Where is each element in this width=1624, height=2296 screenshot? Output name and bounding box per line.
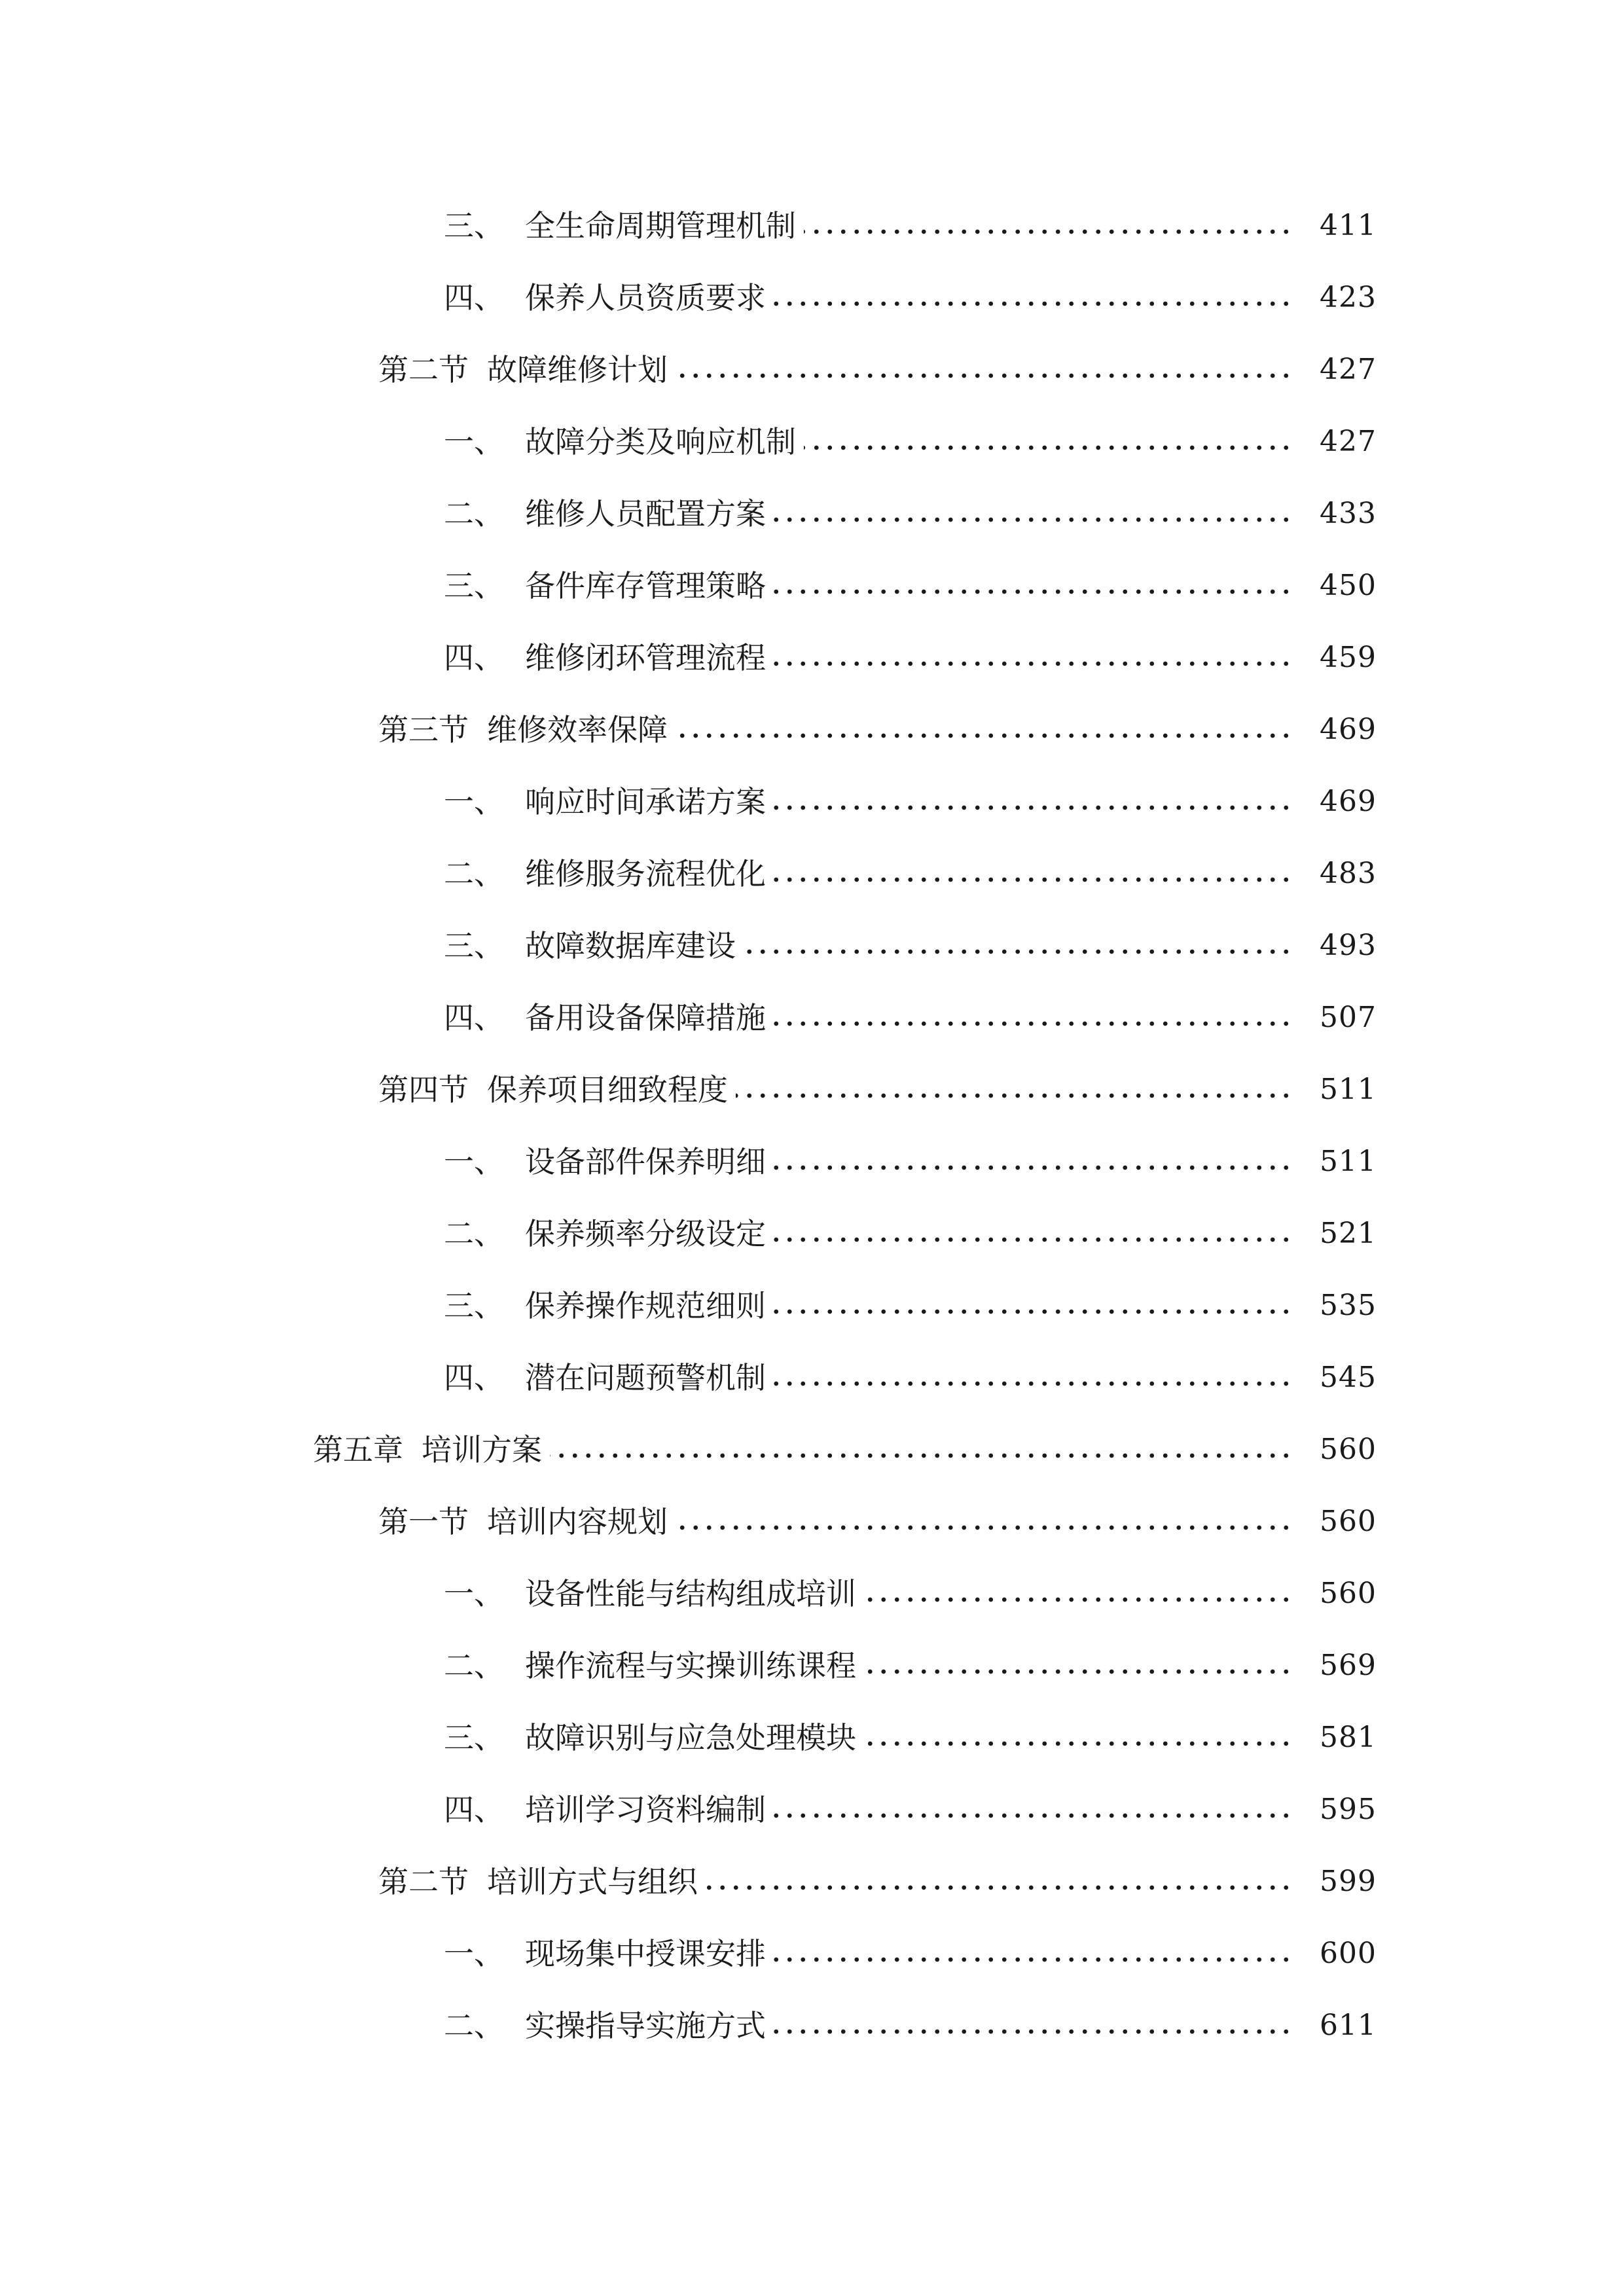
toc-entry-title: 全生命周期管理机制 — [525, 208, 796, 243]
toc-entry[interactable] — [0, 1990, 1624, 2062]
toc-entry-page-number: 411 — [1320, 209, 1377, 242]
toc-entry-page-number: 560 — [1320, 1505, 1377, 1538]
dot-leader — [774, 1164, 1293, 1171]
toc-entry-label — [444, 928, 736, 963]
toc-entry-label — [444, 496, 766, 531]
toc-entry-label — [444, 1648, 856, 1683]
toc-entry-page-number: 511 — [1320, 1145, 1377, 1178]
dot-leader — [804, 228, 1293, 235]
toc-entry[interactable] — [0, 622, 1624, 694]
toc-entry-number: 二、 — [444, 856, 504, 891]
toc-entry-label — [444, 568, 766, 603]
dot-leader — [864, 1740, 1293, 1747]
toc-entry-page-number: 483 — [1320, 857, 1377, 890]
dot-leader — [774, 588, 1293, 595]
toc-entry-page-number: 427 — [1320, 425, 1377, 458]
toc-entry[interactable] — [0, 1846, 1624, 1918]
toc-entry[interactable] — [0, 1558, 1624, 1630]
toc-entry-page-number: 423 — [1320, 281, 1377, 314]
toc-entry-page-number: 427 — [1320, 353, 1377, 386]
dot-leader — [774, 660, 1293, 667]
toc-entry-label — [444, 640, 766, 675]
toc-entry[interactable] — [0, 766, 1624, 838]
toc-entry[interactable] — [0, 262, 1624, 334]
toc-entry-page-number: 595 — [1320, 1793, 1377, 1826]
toc-entry[interactable] — [0, 982, 1624, 1054]
toc-entry[interactable] — [0, 1054, 1624, 1126]
toc-entry-title: 保养人员资质要求 — [525, 280, 766, 315]
toc-entry-number: 三、 — [444, 208, 504, 243]
toc-entry-page-number: 493 — [1320, 929, 1377, 962]
dot-leader — [774, 876, 1293, 883]
dot-leader — [774, 1812, 1293, 1819]
toc-entry-label — [444, 1360, 766, 1395]
toc-entry-title: 备用设备保障措施 — [525, 1000, 766, 1035]
toc-entry-number: 第三节 — [378, 712, 469, 747]
toc-entry-label — [313, 1432, 542, 1467]
toc-entry-number: 三、 — [444, 1720, 504, 1755]
toc-entry-number: 四、 — [444, 640, 504, 675]
toc-entry-label — [444, 280, 766, 315]
toc-entry-title: 培训方式与组织 — [487, 1864, 698, 1899]
toc-entry-number: 一、 — [444, 424, 504, 459]
toc-entry-page-number: 581 — [1320, 1721, 1377, 1754]
toc-entry-number: 三、 — [444, 1288, 504, 1323]
toc-entry-title: 潜在问题预警机制 — [525, 1360, 766, 1395]
toc-entry-title: 保养操作规范细则 — [525, 1288, 766, 1323]
toc-entry-number: 第二节 — [378, 352, 469, 387]
toc-entry-page-number: 560 — [1320, 1433, 1377, 1466]
dot-leader — [774, 516, 1293, 523]
toc-entry-title: 故障数据库建设 — [525, 928, 736, 963]
toc-entry-title: 故障分类及响应机制 — [525, 424, 796, 459]
toc-entry-number: 一、 — [444, 1576, 504, 1611]
toc-entry-page-number: 469 — [1320, 713, 1377, 746]
toc-entry[interactable] — [0, 1342, 1624, 1414]
toc-entry-title: 设备性能与结构组成培训 — [525, 1576, 856, 1611]
toc-entry-number: 二、 — [444, 2008, 504, 2043]
dot-leader — [736, 1092, 1293, 1099]
toc-entry[interactable] — [0, 838, 1624, 910]
toc-entry-number: 三、 — [444, 568, 504, 603]
toc-entry-label — [444, 2008, 766, 2043]
toc-entry-page-number: 507 — [1320, 1001, 1377, 1034]
toc-entry-number: 二、 — [444, 496, 504, 531]
toc-entry-page-number: 545 — [1320, 1361, 1377, 1394]
toc-entry-label — [444, 424, 796, 459]
toc-entry-page-number: 469 — [1320, 785, 1377, 818]
toc-entry-title: 故障识别与应急处理模块 — [525, 1720, 856, 1755]
toc-entry-title: 维修效率保障 — [487, 712, 668, 747]
toc-entry-label — [444, 856, 766, 891]
toc-entry-number: 第一节 — [378, 1504, 469, 1539]
toc-entry-page-number: 600 — [1320, 1937, 1377, 1970]
dot-leader — [774, 2028, 1293, 2035]
toc-entry-number: 四、 — [444, 1360, 504, 1395]
toc-entry[interactable] — [0, 1126, 1624, 1198]
toc-entry-label — [444, 1576, 856, 1611]
toc-entry-page-number: 611 — [1320, 2009, 1377, 2042]
toc-entry[interactable] — [0, 910, 1624, 982]
toc-entry-label — [444, 1936, 766, 1971]
toc-entry[interactable] — [0, 694, 1624, 766]
toc-entry-page-number: 511 — [1320, 1073, 1377, 1106]
toc-entry-title: 保养项目细致程度 — [487, 1072, 728, 1107]
toc-entry-label — [378, 1504, 668, 1539]
dot-leader — [774, 804, 1293, 811]
toc-entry-label — [444, 1216, 766, 1251]
toc-entry-title: 现场集中授课安排 — [525, 1936, 766, 1971]
dot-leader — [774, 1020, 1293, 1027]
dot-leader — [676, 1524, 1293, 1531]
toc-entry-number: 四、 — [444, 1000, 504, 1035]
toc-entry-title: 设备部件保养明细 — [525, 1144, 766, 1179]
dot-leader — [744, 948, 1293, 955]
toc-entry[interactable] — [0, 1198, 1624, 1270]
toc-entry-title: 维修人员配置方案 — [525, 496, 766, 531]
toc-entry-label — [444, 1720, 856, 1755]
dot-leader — [774, 300, 1293, 307]
dot-leader — [676, 732, 1293, 739]
toc-entry-title: 维修闭环管理流程 — [525, 640, 766, 675]
toc-entry-label — [444, 1144, 766, 1179]
table-of-contents — [0, 190, 1624, 2062]
toc-entry-page-number: 535 — [1320, 1289, 1377, 1322]
toc-entry-title: 备件库存管理策略 — [525, 568, 766, 603]
toc-entry-title: 实操指导实施方式 — [525, 2008, 766, 2043]
dot-leader — [774, 1308, 1293, 1315]
toc-entry-label — [444, 1000, 766, 1035]
toc-entry-label — [378, 712, 668, 747]
dot-leader — [676, 372, 1293, 379]
toc-entry[interactable] — [0, 334, 1624, 406]
dot-leader — [550, 1452, 1293, 1459]
toc-entry-label — [378, 1072, 728, 1107]
toc-entry-label — [378, 352, 668, 387]
toc-entry[interactable] — [0, 550, 1624, 622]
toc-entry-page-number: 521 — [1320, 1217, 1377, 1250]
toc-entry-label — [444, 1792, 766, 1827]
toc-entry-title: 保养频率分级设定 — [525, 1216, 766, 1251]
toc-entry-label — [444, 784, 766, 819]
toc-entry[interactable] — [0, 1918, 1624, 1990]
toc-entry-number: 一、 — [444, 1936, 504, 1971]
toc-entry[interactable] — [0, 1486, 1624, 1558]
toc-entry[interactable] — [0, 1414, 1624, 1486]
toc-entry-number: 四、 — [444, 1792, 504, 1827]
toc-entry[interactable] — [0, 478, 1624, 550]
toc-entry-label — [444, 1288, 766, 1323]
toc-entry-number: 二、 — [444, 1648, 504, 1683]
toc-entry[interactable] — [0, 1270, 1624, 1342]
toc-entry-title: 培训学习资料编制 — [525, 1792, 766, 1827]
toc-entry-page-number: 560 — [1320, 1577, 1377, 1610]
toc-entry-title: 维修服务流程优化 — [525, 856, 766, 891]
toc-entry[interactable] — [0, 1630, 1624, 1702]
toc-entry-page-number: 433 — [1320, 497, 1377, 530]
dot-leader — [864, 1596, 1293, 1603]
toc-entry-page-number: 599 — [1320, 1865, 1377, 1898]
toc-entry-title: 培训方案 — [422, 1432, 542, 1467]
toc-entry-number: 二、 — [444, 1216, 504, 1251]
toc-entry-title: 操作流程与实操训练课程 — [525, 1648, 856, 1683]
toc-entry-page-number: 450 — [1320, 569, 1377, 602]
toc-entry-number: 第五章 — [313, 1432, 403, 1467]
toc-entry-number: 第四节 — [378, 1072, 469, 1107]
toc-entry-page-number: 459 — [1320, 641, 1377, 674]
dot-leader — [804, 444, 1293, 451]
toc-entry-number: 三、 — [444, 928, 504, 963]
toc-entry[interactable] — [0, 406, 1624, 478]
toc-entry-label — [378, 1864, 698, 1899]
toc-entry-title: 故障维修计划 — [487, 352, 668, 387]
toc-entry[interactable] — [0, 190, 1624, 262]
toc-entry-number: 四、 — [444, 280, 504, 315]
toc-entry-number: 第二节 — [378, 1864, 469, 1899]
toc-entry[interactable] — [0, 1774, 1624, 1846]
dot-leader — [706, 1884, 1293, 1891]
toc-entry-page-number: 569 — [1320, 1649, 1377, 1682]
toc-entry-number: 一、 — [444, 1144, 504, 1179]
toc-entry-number: 一、 — [444, 784, 504, 819]
toc-entry-label — [444, 208, 796, 243]
toc-entry[interactable] — [0, 1702, 1624, 1774]
dot-leader — [774, 1956, 1293, 1963]
dot-leader — [774, 1236, 1293, 1243]
toc-entry-title: 培训内容规划 — [487, 1504, 668, 1539]
dot-leader — [774, 1380, 1293, 1387]
toc-entry-title: 响应时间承诺方案 — [525, 784, 766, 819]
dot-leader — [864, 1668, 1293, 1675]
